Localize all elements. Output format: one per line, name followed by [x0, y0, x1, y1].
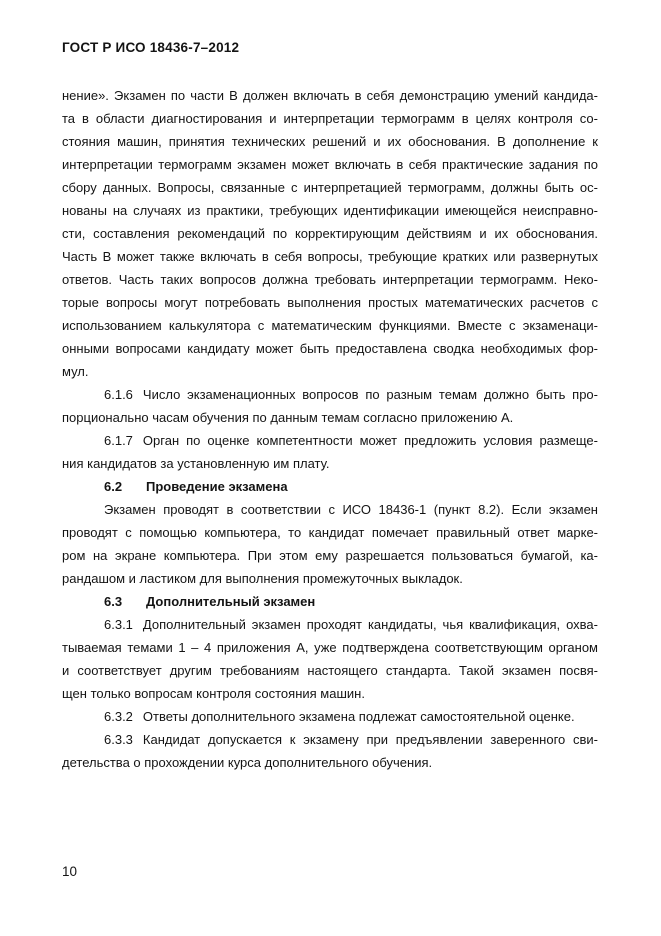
text-line: Экзамен проводят в соответствии с ИСО 18436-1 (пункт 8.2). Если экзамен	[104, 502, 598, 517]
text-line: ответов. Часть таких вопросов должна требовать интерпретации термограмм. Неко-	[62, 272, 598, 287]
text-line: порционально часам обучения по данным темам согласно приложению А.	[62, 410, 514, 425]
text-line	[62, 383, 598, 406]
text-line: интерпретации термограмм экзамен может включать в себя практические задания по	[62, 157, 598, 172]
section-number: 6.3	[104, 594, 123, 609]
clause-text: Орган по оценке компетентности может предложить условия размеще-	[142, 433, 598, 448]
clause-number: 6.3.2	[104, 709, 133, 724]
clause-text: Кандидат допускается к экзамену при предъявлении заверенного сви-	[142, 732, 598, 747]
clause-number: 6.3.3	[104, 732, 133, 747]
clause-6-1-7	[62, 429, 598, 475]
text-line: сти, составления рекомендаций по корректирующим действиям и их обоснования.	[62, 226, 598, 241]
clause-6-3-3	[62, 728, 598, 774]
text-line: детельства о прохождении курса дополнительного обучения.	[62, 755, 433, 770]
text-line: нение». Экзамен по части В должен включать в себя демонстрацию умений кандида-	[62, 88, 598, 103]
text-line: проводят с помощью компьютера, то кандидат помечает правильный ответ марке-	[62, 525, 598, 540]
text-line: тываемая темами 1 – 4 приложения А, уже подтверждена соответствующим органом	[62, 640, 598, 655]
section-title: Проведение экзамена	[146, 479, 288, 494]
document-header: ГОСТ Р ИСО 18436-7–2012	[62, 40, 240, 55]
page-number: 10	[62, 864, 78, 879]
text-line: торые вопросы могут потребовать выполнения простых математических расчетов с	[62, 295, 598, 310]
clause-text: Дополнительный экзамен проходят кандидаты, чья квалификация, охва-	[142, 617, 598, 632]
text-line: ром на экране компьютера. При этом ему разрешается пользоваться бумагой, ка-	[62, 548, 598, 563]
section-heading-6-3	[62, 590, 598, 613]
text-line: использованием калькулятора с математическим функциями. Вместе с экзаменаци-	[62, 318, 598, 333]
text-line: Часть В может также включать в себя вопросы, требующие кратких или развернутых	[62, 249, 598, 264]
text-line: и соответствует другим требованиям настоящего стандарта. Такой экзамен посвя-	[62, 663, 598, 678]
text-line: рандашом и ластиком для выполнения промежуточных выкладок.	[62, 571, 463, 586]
clause-number: 6.3.1	[104, 617, 133, 632]
text-line: стояния машин, принятия технических решений и их обоснования. В дополнение к	[62, 134, 598, 149]
clause-6-1-6	[62, 383, 598, 429]
section-title: Дополнительный экзамен	[146, 594, 316, 609]
section-heading-6-2	[62, 475, 598, 498]
paragraph-6-2	[62, 498, 598, 590]
paragraph-continuation	[62, 84, 598, 383]
text-line: щен только вопросам контроля состояния машин.	[62, 686, 365, 701]
text-line	[62, 705, 598, 728]
section-number: 6.2	[104, 479, 123, 494]
text-line	[62, 613, 598, 636]
text-line	[62, 429, 598, 452]
text-line: ния кандидатов за установленную им плату.	[62, 456, 330, 471]
text-line: нованы на случаях из практики, требующих идентификации имеющейся неисправно-	[62, 203, 598, 218]
text-line: онными вопросами кандидату может быть предоставлена сводка необходимых фор-	[62, 341, 598, 356]
text-line: сбору данных. Вопросы, связанные с интерпретацией термограмм, должны быть ос-	[62, 180, 598, 195]
text-line	[62, 728, 598, 751]
clause-text: Число экзаменационных вопросов по разным темам должно быть про-	[142, 387, 598, 402]
text-line: та в области диагностирования и интерпретации термограмм в целях контроля со-	[62, 111, 598, 126]
clause-6-3-2	[62, 705, 598, 728]
clause-6-3-1	[62, 613, 598, 705]
document-body	[62, 84, 598, 774]
clause-number: 6.1.7	[104, 433, 133, 448]
clause-text: Ответы дополнительного экзамена подлежат самостоятельной оценке.	[142, 709, 575, 724]
clause-number: 6.1.6	[104, 387, 133, 402]
text-line: мул.	[62, 364, 89, 379]
